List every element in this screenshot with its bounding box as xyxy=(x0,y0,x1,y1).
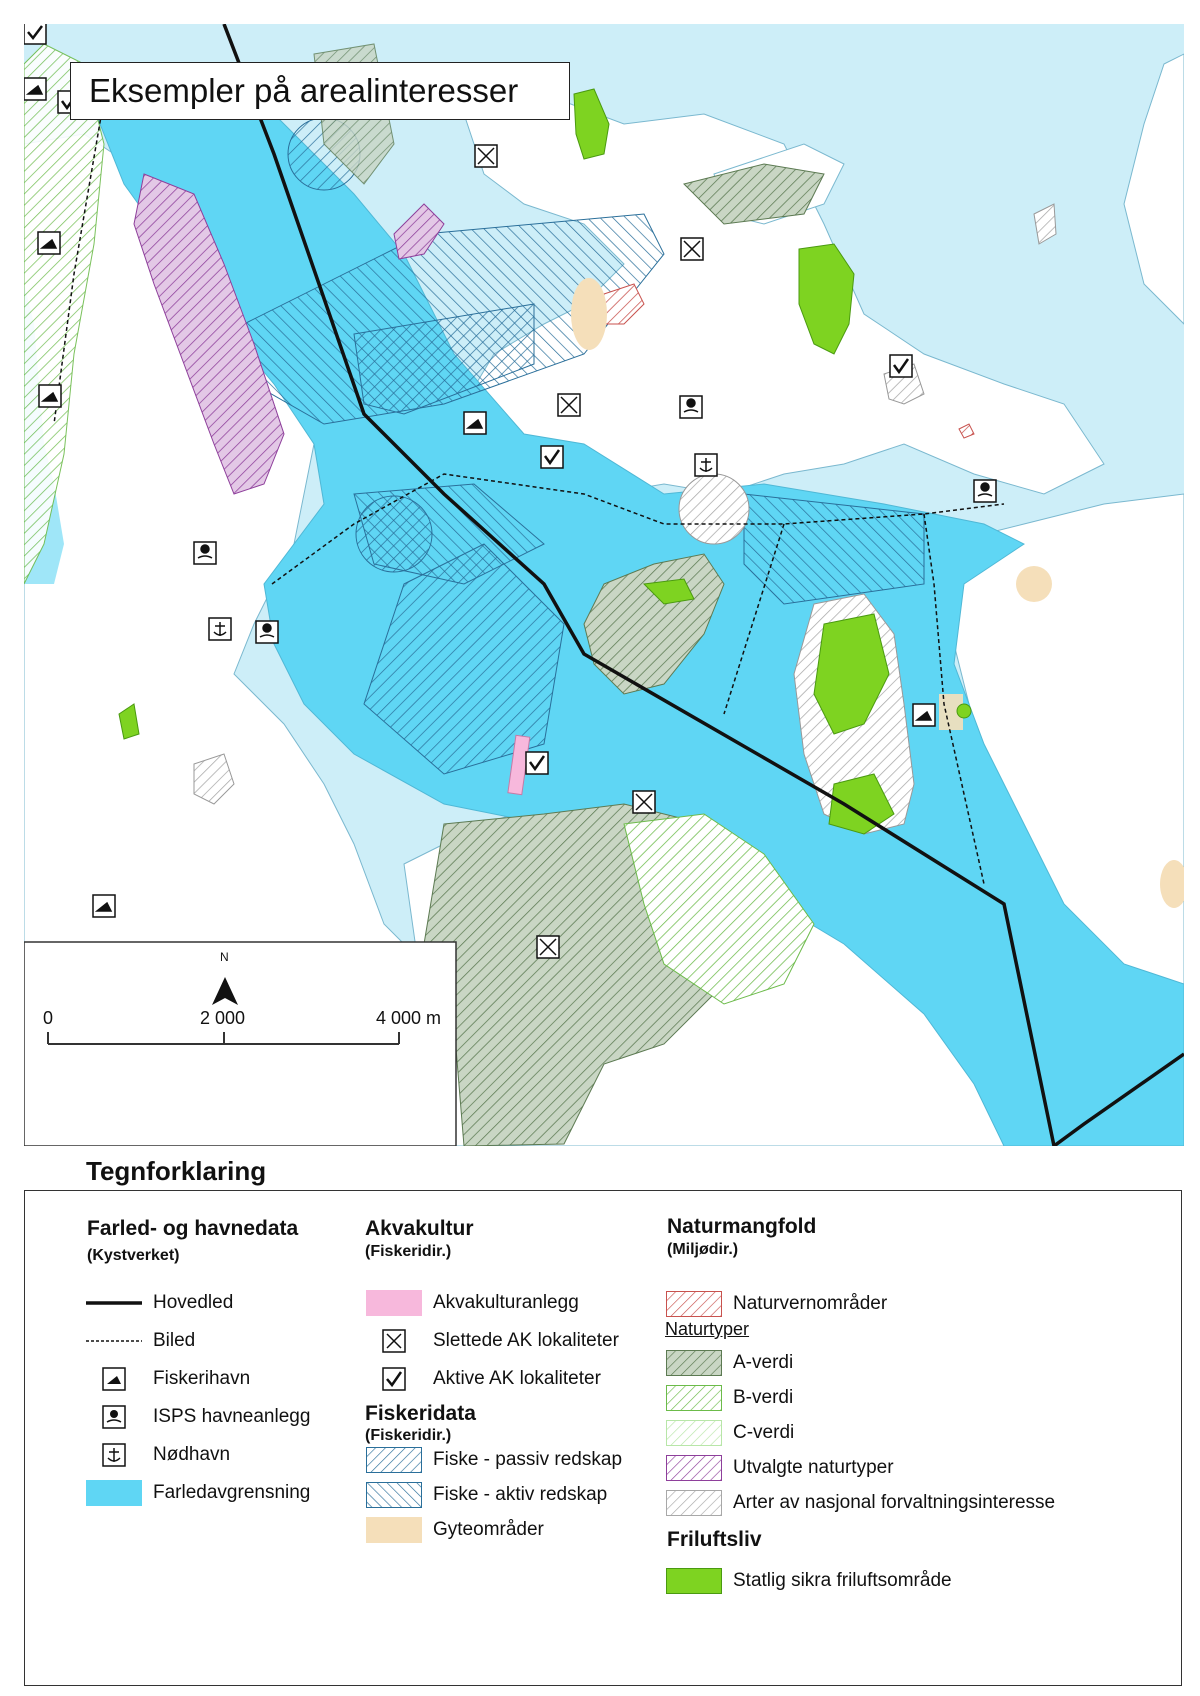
legend-label-biled: Biled xyxy=(153,1330,196,1351)
fiskeri-title: Fiskeridata xyxy=(365,1402,476,1425)
friluft-symbol xyxy=(665,1567,723,1595)
legend-label-a-verdi: A-verdi xyxy=(733,1352,794,1373)
legend-item-fiske-aktiv xyxy=(365,1478,607,1512)
akvakultur-source: (Fiskeridir.) xyxy=(365,1243,452,1260)
legend-label-farledavgrensning: Farledavgrensning xyxy=(153,1482,311,1503)
legend-label-isps: ISPS havneanlegg xyxy=(153,1406,311,1427)
legend-item-akvakulturanlegg xyxy=(365,1286,579,1320)
legend-label-aktive-ak: Aktive AK lokaliteter xyxy=(433,1368,601,1389)
utvalgte-symbol xyxy=(665,1454,723,1482)
legend-item-gyteomrader xyxy=(365,1513,544,1547)
friluft-title: Friluftsliv xyxy=(667,1528,762,1551)
natur-source: (Miljødir.) xyxy=(667,1241,739,1258)
legend-label-akvakulturanlegg: Akvakulturanlegg xyxy=(433,1292,579,1313)
b-verdi-symbol xyxy=(665,1384,723,1412)
scale-label-2000: 2 000 xyxy=(200,1008,246,1028)
legend-label-fiske-passiv: Fiske - passiv redskap xyxy=(433,1449,623,1470)
legend-item-aktive-ak xyxy=(365,1362,601,1396)
legend-label-friluft: Statlig sikra friluftsområde xyxy=(733,1570,952,1591)
biled-symbol xyxy=(85,1327,143,1355)
naturvern-symbol xyxy=(665,1290,723,1318)
legend-label-slettede-ak: Slettede AK lokaliteter xyxy=(433,1330,619,1351)
legend-item-fiskerihavn xyxy=(85,1362,250,1396)
legend-label-utvalgte: Utvalgte naturtyper xyxy=(733,1457,894,1478)
fiske-passiv-symbol xyxy=(365,1446,423,1474)
legend-heading: Tegnforklaring xyxy=(86,1156,267,1186)
akvakulturanlegg-symbol xyxy=(365,1289,423,1317)
legend-item-naturvern xyxy=(665,1287,887,1321)
legend-label-hovedled: Hovedled xyxy=(153,1292,234,1313)
legend-item-friluft xyxy=(665,1564,952,1598)
legend-item-slettede-ak xyxy=(365,1324,619,1358)
arter-symbol xyxy=(665,1489,723,1517)
akvakultur-title: Akvakultur xyxy=(365,1217,474,1240)
fiskeri-source: (Fiskeridir.) xyxy=(365,1427,452,1444)
aktive-ak-icon xyxy=(365,1365,423,1393)
legend-item-utvalgte xyxy=(665,1451,894,1485)
natur-title: Naturmangfold xyxy=(667,1215,817,1238)
legend-label-fiskerihavn: Fiskerihavn xyxy=(153,1368,251,1389)
map-frame[interactable] xyxy=(24,24,1184,1146)
anchor-icon xyxy=(85,1441,143,1469)
farled-source: (Kystverket) xyxy=(87,1247,180,1264)
legend-label-nodhavn: Nødhavn xyxy=(153,1444,231,1465)
legend-label-gyteomrader: Gyteområder xyxy=(433,1519,544,1540)
scale-label-0: 0 xyxy=(43,1008,54,1028)
map-canvas xyxy=(24,24,1184,1146)
scale-label-4000: 4 000 m xyxy=(376,1008,442,1028)
legend-label-b-verdi: B-verdi xyxy=(733,1387,794,1408)
north-label: N xyxy=(220,950,229,964)
fishing-active-east xyxy=(744,494,924,604)
legend-label-arter: Arter av nasjonal forvaltningsinteresse xyxy=(733,1492,1056,1513)
legend-item-a-verdi xyxy=(665,1346,793,1380)
spawning-area-1 xyxy=(571,278,607,350)
arter-circle xyxy=(679,474,749,544)
spawning-area-2 xyxy=(1016,566,1052,602)
isps-icon xyxy=(85,1403,143,1431)
fishing-circle-center xyxy=(356,496,432,572)
friluft-point xyxy=(957,704,971,718)
legend-item-b-verdi xyxy=(665,1381,793,1415)
legend-item-c-verdi xyxy=(665,1416,794,1450)
c-verdi-symbol xyxy=(665,1419,723,1447)
slettede-ak-icon xyxy=(365,1327,423,1355)
legend-item-hovedled xyxy=(85,1286,233,1320)
legend-box xyxy=(24,1190,1182,1686)
legend-label-fiske-aktiv: Fiske - aktiv redskap xyxy=(433,1484,608,1505)
legend-label-c-verdi: C-verdi xyxy=(733,1422,795,1443)
gyteomrader-symbol xyxy=(365,1516,423,1544)
naturtyper-subhead: Naturtyper xyxy=(665,1319,750,1339)
a-verdi-symbol xyxy=(665,1349,723,1377)
fiskerihavn-icon xyxy=(85,1365,143,1393)
farledavgrensning-symbol xyxy=(85,1479,143,1507)
hovedled-symbol xyxy=(85,1289,143,1317)
legend-item-arter xyxy=(665,1486,1055,1520)
legend-item-isps xyxy=(85,1400,310,1434)
legend-label-naturvern: Naturvernområder xyxy=(733,1293,888,1314)
legend-item-fiske-passiv xyxy=(365,1443,622,1477)
farled-title: Farled- og havnedata xyxy=(87,1217,299,1240)
legend-item-farledavgrensning xyxy=(85,1476,310,1510)
fiske-aktiv-symbol xyxy=(365,1481,423,1509)
legend-item-biled xyxy=(85,1324,195,1358)
legend-item-nodhavn xyxy=(85,1438,230,1472)
map-title: Eksempler på arealinteresser xyxy=(70,62,570,120)
